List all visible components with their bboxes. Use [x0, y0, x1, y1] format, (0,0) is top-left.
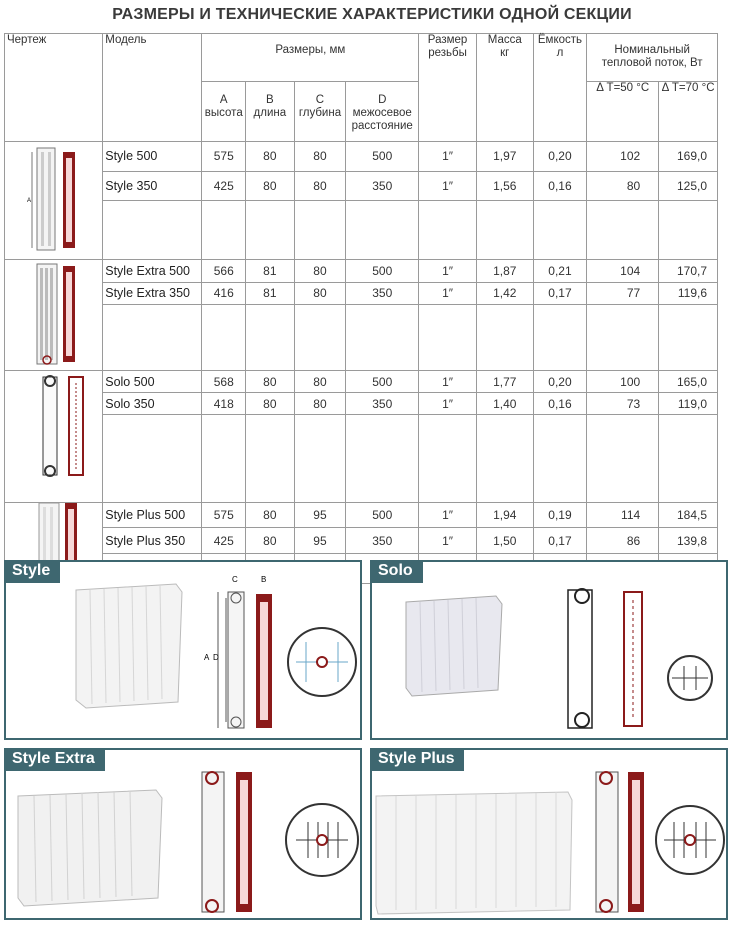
header-heat-flow: Номинальный тепловой поток, Вт [587, 34, 718, 82]
header-c: C глубина [294, 82, 346, 142]
drawing-style-extra-thumb [5, 260, 103, 371]
header-model: Модель [103, 34, 202, 142]
svg-text:C: C [232, 575, 238, 584]
panel-style-plus-title: Style Plus [370, 748, 464, 771]
table-row: A Style 500 575 80 80 500 1″ 1,97 0,20 102 169,0 [5, 142, 718, 172]
table-row: Style Plus 500 575 80 95 500 1″ 1,94 0,19 114 184,5 [5, 503, 718, 528]
radiator-style-image [76, 584, 182, 708]
panel-solo-title: Solo [370, 560, 423, 583]
table-row: Style 350 425 80 80 350 1″ 1,56 0,16 80 125,0 [5, 171, 718, 201]
table-row: Solo 350 418 80 80 350 1″ 1,40 0,16 73 119,0 [5, 393, 718, 415]
header-capacity: Ёмкость л [533, 34, 587, 142]
svg-text:A: A [204, 653, 210, 662]
page-title: РАЗМЕРЫ И ТЕХНИЧЕСКИЕ ХАРАКТЕРИСТИКИ ОДНОЙ СЕКЦИИ [112, 6, 632, 23]
cross-section-style-extra-icon [286, 804, 358, 876]
cross-section-style-plus-icon [656, 806, 724, 874]
table-row: Style Plus 350 425 80 95 350 1″ 1,50 0,17 86 139,8 [5, 528, 718, 553]
section-drawing-solo [568, 589, 642, 728]
panel-style-title: Style [4, 560, 60, 583]
svg-text:A: A [27, 198, 32, 204]
panel-style-plus [370, 748, 728, 920]
section-drawing-style-plus [596, 772, 644, 912]
panel-style [4, 560, 362, 740]
table-row: Style Extra 500 566 81 80 500 1″ 1,87 0,21 104 170,7 [5, 260, 718, 283]
drawing-style-thumb [5, 142, 103, 260]
cross-section-style-icon [288, 628, 356, 696]
radiator-solo-image [406, 596, 502, 696]
header-dimensions: Размеры, мм [202, 34, 419, 82]
table-row: Style Extra 350 416 81 80 350 1″ 1,42 0,17 77 119,6 [5, 282, 718, 305]
header-drawing: Чертеж [5, 34, 103, 142]
panel-style-extra [4, 748, 362, 920]
radiator-style-plus-image [376, 792, 572, 914]
header-dt70: Δ T=70 °C [659, 82, 718, 142]
cross-section-solo-icon [668, 656, 712, 700]
header-a: A высота [202, 82, 246, 142]
header-dt50: Δ T=50 °C [587, 82, 659, 142]
panel-solo [370, 560, 728, 740]
panel-style-extra-title: Style Extra [4, 748, 105, 771]
section-drawing-style-extra [202, 772, 252, 912]
header-b: B длина [246, 82, 295, 142]
section-drawing-style [204, 575, 272, 728]
svg-text:D: D [213, 653, 219, 662]
header-mass: Масса кг [476, 34, 533, 142]
svg-text:B: B [261, 575, 267, 584]
radiator-style-extra-image [18, 790, 162, 906]
drawing-solo-thumb [5, 371, 103, 503]
header-d: D межосевое расстояние [346, 82, 419, 142]
spec-table [4, 33, 718, 584]
table-row: Solo 500 568 80 80 500 1″ 1,77 0,20 100 165,0 [5, 371, 718, 393]
header-thread: Размер резьбы [419, 34, 477, 142]
